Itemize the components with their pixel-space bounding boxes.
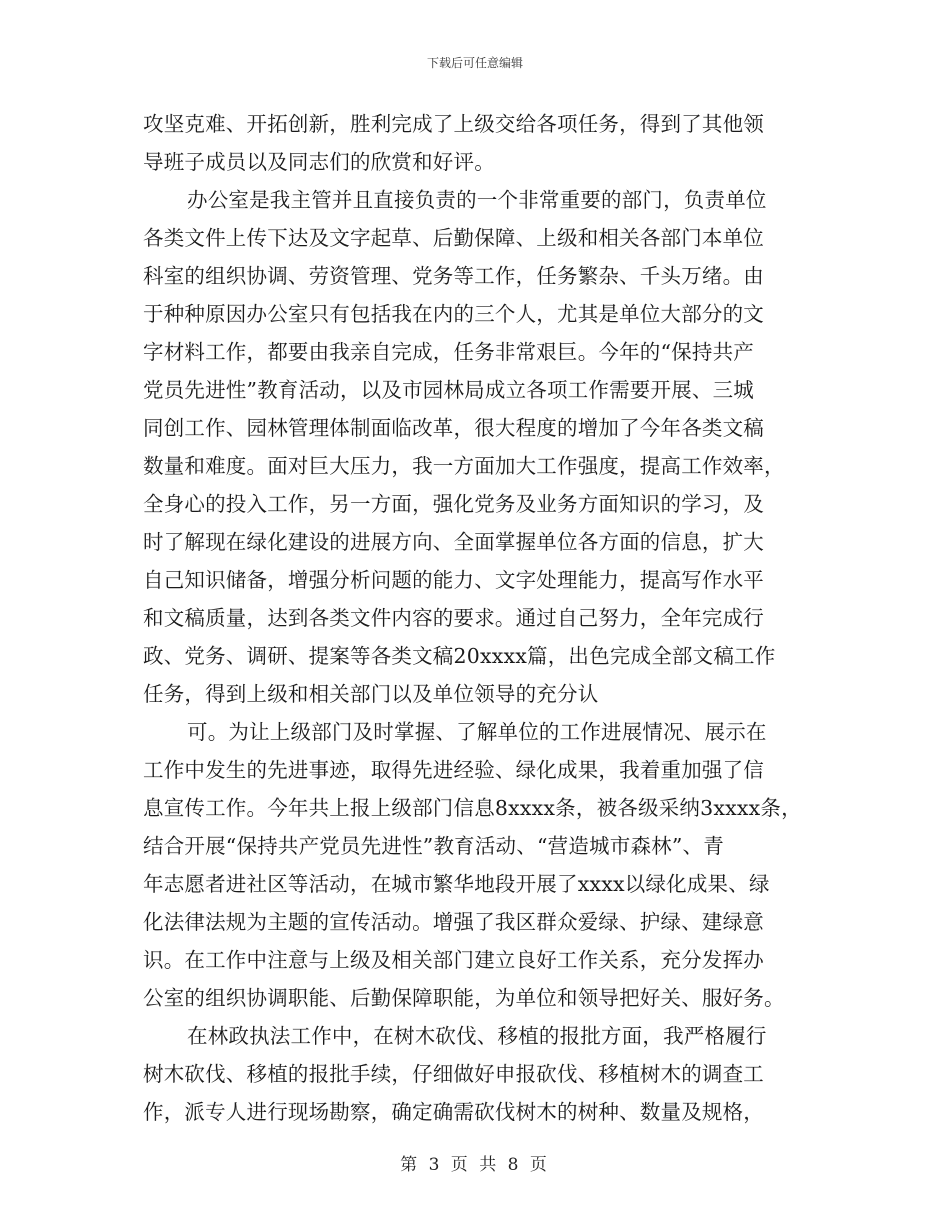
text-line: 公室的组织协调职能、后勤保障职能，为单位和领导把好关、服好务。 [143, 986, 785, 1010]
text-line: 党员先进性”教育活动，以及市园林局成立各项工作需要开展、三城 [143, 378, 754, 402]
text-line: 字材料工作，都要由我亲自完成，任务非常艰巨。今年的“保持共产 [143, 340, 754, 364]
text-line: 时了解现在绿化建设的进展方向、全面掌握单位各方面的信息，扩大 [143, 530, 764, 554]
text-line: 自己知识储备，增强分析问题的能力、文字处理能力，提高写作水平 [143, 568, 764, 592]
text-line: 可。为让上级部门及时掌握、了解单位的工作进展情况、展示在 [187, 720, 767, 744]
text-line: 在林政执法工作中，在树木砍伐、移植的报批方面，我严格履行 [187, 1024, 767, 1048]
text-line: 全身心的投入工作，另一方面，强化党务及业务方面知识的学习，及 [143, 492, 764, 516]
text-line: 办公室是我主管并且直接负责的一个非常重要的部门，负责单位 [187, 188, 767, 212]
text-line: 数量和难度。面对巨大压力，我一方面加大工作强度，提高工作效率， [143, 454, 785, 478]
text-line: 导班子成员以及同志们的欣赏和好评。 [143, 150, 495, 174]
text-line: 识。在工作中注意与上级及相关部门建立良好工作关系，充分发挥办 [143, 948, 764, 972]
text-line: 于种种原因办公室只有包括我在内的三个人，尤其是单位大部分的文 [143, 302, 764, 326]
text-line: 同创工作、园林管理体制面临改革，很大程度的增加了今年各类文稿 [143, 416, 764, 440]
text-line: 树木砍伐、移植的报批手续，仔细做好申报砍伐、移植树木的调查工 [143, 1062, 764, 1086]
text-line: 年志愿者进社区等活动，在城市繁华地段开展了xxxx以绿化成果、绿 [143, 872, 770, 896]
page-footer: 第 3 页 共 8 页 [400, 1155, 550, 1175]
text-line: 科室的组织协调、劳资管理、党务等工作，任务繁杂、千头万绪。由 [143, 264, 764, 288]
text-line: 息宣传工作。今年共上报上级部门信息8xxxx条，被各级采纳3xxxx条， [143, 796, 802, 820]
text-line: 和文稿质量，达到各类文件内容的要求。通过自己努力，全年完成行 [143, 606, 764, 630]
text-line: 化法律法规为主题的宣传活动。增强了我区群众爱绿、护绿、建绿意 [143, 910, 764, 934]
text-line: 政、党务、调研、提案等各类文稿20xxxx篇，出色完成全部文稿工作 [143, 644, 776, 668]
text-line: 各类文件上传下达及文字起草、后勤保障、上级和相关各部门本单位 [143, 226, 764, 250]
text-line: 结合开展“保持共产党员先进性”教育活动、“营造城市森林”、青 [143, 834, 724, 858]
page-header: 下载后可任意编辑 [426, 56, 523, 70]
text-line: 任务，得到上级和相关部门以及单位领导的充分认 [143, 682, 599, 706]
document-body [143, 105, 833, 1131]
text-line: 攻坚克难、开拓创新，胜利完成了上级交给各项任务，得到了其他领 [143, 112, 764, 136]
text-line: 工作中发生的先进事迹，取得先进经验、绿化成果，我着重加强了信 [143, 758, 764, 782]
text-line: 作，派专人进行现场勘察，确定确需砍伐树木的树种、数量及规格， [143, 1100, 764, 1124]
